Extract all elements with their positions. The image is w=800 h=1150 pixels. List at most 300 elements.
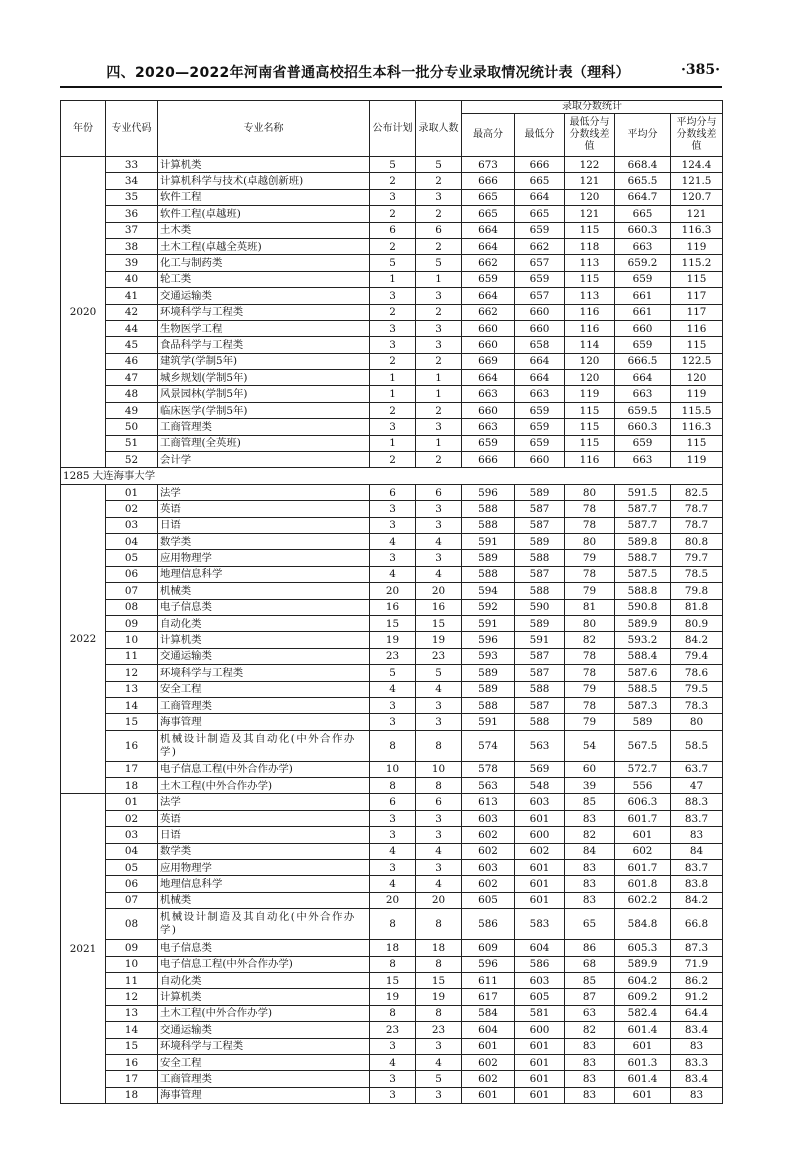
- max-cell: 664: [462, 370, 515, 386]
- code-cell: 49: [106, 402, 158, 418]
- code-cell: 42: [106, 304, 158, 320]
- table-row: [61, 550, 723, 566]
- min-diff-cell: 80: [565, 484, 615, 500]
- min-cell: 589: [515, 533, 565, 549]
- max-cell: 605: [462, 892, 515, 908]
- avg-cell: 663: [615, 452, 671, 468]
- avg-cell: 665: [615, 206, 671, 222]
- min-cell: 563: [515, 730, 565, 761]
- min-cell: 601: [515, 860, 565, 876]
- min-cell: 659: [515, 419, 565, 435]
- avg-diff-cell: 122.5: [671, 353, 723, 369]
- name-cell: 数学类: [158, 843, 370, 859]
- code-cell: 44: [106, 320, 158, 336]
- max-cell: 588: [462, 566, 515, 582]
- admitted-cell: 3: [416, 860, 462, 876]
- max-cell: 588: [462, 517, 515, 533]
- plan-cell: 8: [370, 956, 416, 972]
- plan-cell: 8: [370, 730, 416, 761]
- max-cell: 660: [462, 402, 515, 418]
- avg-diff-cell: 80: [671, 714, 723, 730]
- plan-cell: 4: [370, 1054, 416, 1070]
- code-cell: 09: [106, 940, 158, 956]
- code-cell: 51: [106, 435, 158, 451]
- max-cell: 563: [462, 778, 515, 794]
- code-cell: 16: [106, 730, 158, 761]
- admitted-cell: 15: [416, 972, 462, 988]
- avg-cell: 587.7: [615, 501, 671, 517]
- name-cell: 土木工程(中外合作办学): [158, 1005, 370, 1021]
- table-row: [61, 940, 723, 956]
- table-row: [61, 1087, 723, 1103]
- max-cell: 589: [462, 665, 515, 681]
- admitted-cell: 20: [416, 583, 462, 599]
- min-cell: 603: [515, 972, 565, 988]
- min-diff-cell: 80: [565, 615, 615, 631]
- min-diff-cell: 84: [565, 843, 615, 859]
- code-cell: 02: [106, 501, 158, 517]
- avg-cell: 659: [615, 271, 671, 287]
- table-row: [61, 337, 723, 353]
- min-diff-cell: 78: [565, 566, 615, 582]
- min-cell: 601: [515, 1054, 565, 1070]
- table-row: [61, 860, 723, 876]
- admitted-cell: 10: [416, 761, 462, 777]
- code-cell: 15: [106, 714, 158, 730]
- avg-cell: 664: [615, 370, 671, 386]
- code-header: 专业代码: [106, 101, 158, 157]
- min-diff-cell: 113: [565, 288, 615, 304]
- max-cell: 591: [462, 615, 515, 631]
- code-cell: 52: [106, 452, 158, 468]
- table-row: [61, 892, 723, 908]
- plan-cell: 3: [370, 860, 416, 876]
- min-cell: 665: [515, 206, 565, 222]
- name-cell: 电子信息类: [158, 599, 370, 615]
- table-header-row: [61, 101, 723, 114]
- avg-cell: 601.3: [615, 1054, 671, 1070]
- table-row: [61, 533, 723, 549]
- min-diff-cell: 83: [565, 876, 615, 892]
- plan-cell: 19: [370, 989, 416, 1005]
- plan-cell: 15: [370, 615, 416, 631]
- avg-cell: 589.9: [615, 615, 671, 631]
- min-diff-cell: 79: [565, 714, 615, 730]
- admitted-cell: 4: [416, 843, 462, 859]
- min-diff-cell: 115: [565, 402, 615, 418]
- table-row: [61, 370, 723, 386]
- min-diff-cell: 79: [565, 550, 615, 566]
- page-header: [60, 62, 720, 84]
- plan-cell: 6: [370, 222, 416, 238]
- min-cell: 660: [515, 452, 565, 468]
- min-diff-cell: 86: [565, 940, 615, 956]
- avg-cell: 660.3: [615, 222, 671, 238]
- min-diff-cell: 80: [565, 533, 615, 549]
- avg-cell: 587.6: [615, 665, 671, 681]
- table-row: [61, 271, 723, 287]
- score-stats-header: 录取分数统计: [462, 101, 723, 114]
- code-cell: 04: [106, 843, 158, 859]
- name-cell: 食品科学与工程类: [158, 337, 370, 353]
- code-cell: 16: [106, 1054, 158, 1070]
- name-cell: 土木类: [158, 222, 370, 238]
- min-cell: 601: [515, 1071, 565, 1087]
- max-cell: 602: [462, 1071, 515, 1087]
- min-diff-cell: 63: [565, 1005, 615, 1021]
- min-diff-cell: 78: [565, 648, 615, 664]
- table-row: [61, 810, 723, 826]
- avg-diff-cell: 78.7: [671, 517, 723, 533]
- code-cell: 35: [106, 189, 158, 205]
- avg-diff-cell: 117: [671, 288, 723, 304]
- name-cell: 环境科学与工程类: [158, 665, 370, 681]
- avg-cell: 584.8: [615, 909, 671, 940]
- min-diff-cell: 79: [565, 583, 615, 599]
- table-row: [61, 566, 723, 582]
- min-cell: 588: [515, 714, 565, 730]
- code-cell: 14: [106, 697, 158, 713]
- table-row: [61, 794, 723, 810]
- avg-cell: 587.7: [615, 517, 671, 533]
- max-cell: 601: [462, 1038, 515, 1054]
- admitted-cell: 1: [416, 435, 462, 451]
- avg-diff-cell: 115.5: [671, 402, 723, 418]
- avg-cell: 588.7: [615, 550, 671, 566]
- code-cell: 07: [106, 583, 158, 599]
- name-cell: 日语: [158, 517, 370, 533]
- min-diff-cell: 54: [565, 730, 615, 761]
- table-row: [61, 665, 723, 681]
- avg-diff-cell: 79.8: [671, 583, 723, 599]
- table-row: [61, 714, 723, 730]
- name-cell: 软件工程(卓越班): [158, 206, 370, 222]
- min-cell: 588: [515, 681, 565, 697]
- admitted-cell: 20: [416, 892, 462, 908]
- table-row: [61, 255, 723, 271]
- max-cell: 586: [462, 909, 515, 940]
- max-cell: 602: [462, 1054, 515, 1070]
- code-cell: 33: [106, 157, 158, 173]
- plan-cell: 2: [370, 238, 416, 254]
- max-cell: 666: [462, 173, 515, 189]
- code-cell: 37: [106, 222, 158, 238]
- admitted-cell: 5: [416, 665, 462, 681]
- min-cell: 663: [515, 386, 565, 402]
- admitted-cell: 23: [416, 1022, 462, 1038]
- max-cell: 593: [462, 648, 515, 664]
- avg-diff-cell: 83: [671, 827, 723, 843]
- min-diff-cell: 65: [565, 909, 615, 940]
- min-cell: 666: [515, 157, 565, 173]
- plan-cell: 5: [370, 665, 416, 681]
- name-cell: 计算机类: [158, 632, 370, 648]
- plan-cell: 23: [370, 1022, 416, 1038]
- max-cell: 601: [462, 1087, 515, 1103]
- code-cell: 17: [106, 1071, 158, 1087]
- avg-diff-cell: 83.4: [671, 1022, 723, 1038]
- min-diff-cell: 83: [565, 1087, 615, 1103]
- admitted-cell: 4: [416, 876, 462, 892]
- min-cell: 664: [515, 189, 565, 205]
- min-cell: 588: [515, 583, 565, 599]
- admitted-cell: 3: [416, 1087, 462, 1103]
- admitted-cell: 8: [416, 778, 462, 794]
- avg-cell: 663: [615, 386, 671, 402]
- table-row: [61, 206, 723, 222]
- plan-cell: 4: [370, 843, 416, 859]
- name-cell: 自动化类: [158, 615, 370, 631]
- min-cell: 589: [515, 615, 565, 631]
- table-row: [61, 157, 723, 173]
- plan-cell: 3: [370, 1071, 416, 1087]
- admitted-cell: 2: [416, 402, 462, 418]
- max-cell: 603: [462, 810, 515, 826]
- avg-cell: 660.3: [615, 419, 671, 435]
- code-cell: 38: [106, 238, 158, 254]
- avg-diff-cell: 64.4: [671, 1005, 723, 1021]
- avg-diff-cell: 83: [671, 1038, 723, 1054]
- avg-diff-cell: 79.7: [671, 550, 723, 566]
- code-cell: 10: [106, 632, 158, 648]
- max-cell: 659: [462, 435, 515, 451]
- table-row: [61, 386, 723, 402]
- avg-cell: 659.5: [615, 402, 671, 418]
- avg-diff-cell: 120: [671, 370, 723, 386]
- admitted-cell: 3: [416, 288, 462, 304]
- table-row: [61, 1071, 723, 1087]
- plan-cell: 4: [370, 876, 416, 892]
- max-cell: 663: [462, 419, 515, 435]
- min-cell: 659: [515, 402, 565, 418]
- plan-cell: 3: [370, 320, 416, 336]
- min-diff-cell: 83: [565, 810, 615, 826]
- table-row: [61, 452, 723, 468]
- name-cell: 交通运输类: [158, 288, 370, 304]
- admitted-cell: 4: [416, 681, 462, 697]
- min-cell: 659: [515, 435, 565, 451]
- name-header: 专业名称: [158, 101, 370, 157]
- min-cell: 605: [515, 989, 565, 1005]
- avg-diff-cell: 83: [671, 1087, 723, 1103]
- plan-cell: 23: [370, 648, 416, 664]
- admitted-cell: 23: [416, 648, 462, 664]
- name-cell: 应用物理学: [158, 550, 370, 566]
- admitted-cell: 1: [416, 271, 462, 287]
- min-cell: 657: [515, 288, 565, 304]
- min-diff-cell: 82: [565, 827, 615, 843]
- table-row: [61, 304, 723, 320]
- name-cell: 安全工程: [158, 681, 370, 697]
- avg-diff-cell: 83.3: [671, 1054, 723, 1070]
- table-row: [61, 501, 723, 517]
- admitted-cell: 15: [416, 615, 462, 631]
- name-cell: 安全工程: [158, 1054, 370, 1070]
- plan-cell: 6: [370, 794, 416, 810]
- plan-cell: 1: [370, 370, 416, 386]
- max-cell: 596: [462, 632, 515, 648]
- min-diff-header: 最低分与分数线差值: [565, 114, 615, 157]
- name-cell: 数学类: [158, 533, 370, 549]
- avg-diff-cell: 84.2: [671, 632, 723, 648]
- code-cell: 18: [106, 778, 158, 794]
- admitted-cell: 8: [416, 909, 462, 940]
- min-cell: 602: [515, 843, 565, 859]
- code-cell: 18: [106, 1087, 158, 1103]
- name-cell: 工商管理类: [158, 697, 370, 713]
- avg-diff-cell: 116: [671, 320, 723, 336]
- avg-diff-cell: 115: [671, 435, 723, 451]
- name-cell: 电子信息工程(中外合作办学): [158, 761, 370, 777]
- max-cell: 662: [462, 255, 515, 271]
- plan-cell: 3: [370, 288, 416, 304]
- avg-cell: 588.4: [615, 648, 671, 664]
- plan-cell: 3: [370, 501, 416, 517]
- min-diff-cell: 115: [565, 271, 615, 287]
- avg-diff-cell: 115: [671, 337, 723, 353]
- code-cell: 13: [106, 1005, 158, 1021]
- table-row: [61, 419, 723, 435]
- admitted-cell: 5: [416, 157, 462, 173]
- avg-cell: 567.5: [615, 730, 671, 761]
- avg-diff-cell: 81.8: [671, 599, 723, 615]
- min-diff-cell: 114: [565, 337, 615, 353]
- max-cell: 664: [462, 288, 515, 304]
- name-cell: 地理信息科学: [158, 876, 370, 892]
- admitted-cell: 4: [416, 533, 462, 549]
- admitted-cell: 3: [416, 827, 462, 843]
- code-cell: 01: [106, 484, 158, 500]
- avg-cell: 589.8: [615, 533, 671, 549]
- admitted-cell: 3: [416, 517, 462, 533]
- max-cell: 592: [462, 599, 515, 615]
- avg-cell: 659: [615, 435, 671, 451]
- plan-cell: 16: [370, 599, 416, 615]
- avg-cell: 604.2: [615, 972, 671, 988]
- plan-cell: 6: [370, 484, 416, 500]
- avg-cell: 660: [615, 320, 671, 336]
- code-cell: 05: [106, 550, 158, 566]
- plan-cell: 3: [370, 810, 416, 826]
- max-cell: 613: [462, 794, 515, 810]
- name-cell: 工商管理类: [158, 1071, 370, 1087]
- code-cell: 04: [106, 533, 158, 549]
- name-cell: 工商管理类: [158, 419, 370, 435]
- min-cell: 587: [515, 566, 565, 582]
- name-cell: 英语: [158, 810, 370, 826]
- table-row: [61, 1005, 723, 1021]
- min-cell: 587: [515, 665, 565, 681]
- plan-cell: 3: [370, 827, 416, 843]
- min-cell: 658: [515, 337, 565, 353]
- avg-cell: 601.4: [615, 1022, 671, 1038]
- avg-cell: 593.2: [615, 632, 671, 648]
- name-cell: 电子信息类: [158, 940, 370, 956]
- code-cell: 01: [106, 794, 158, 810]
- table-row: [61, 583, 723, 599]
- avg-cell: 661: [615, 304, 671, 320]
- avg-cell: 588.5: [615, 681, 671, 697]
- name-cell: 城乡规划(学制5年): [158, 370, 370, 386]
- name-cell: 地理信息科学: [158, 566, 370, 582]
- admitted-cell: 2: [416, 452, 462, 468]
- avg-diff-cell: 88.3: [671, 794, 723, 810]
- name-cell: 交通运输类: [158, 648, 370, 664]
- avg-diff-cell: 83.7: [671, 810, 723, 826]
- avg-cell: 666.5: [615, 353, 671, 369]
- min-cell: 665: [515, 173, 565, 189]
- avg-cell: 582.4: [615, 1005, 671, 1021]
- name-cell: 工商管理(全英班): [158, 435, 370, 451]
- admitted-cell: 5: [416, 255, 462, 271]
- code-cell: 03: [106, 517, 158, 533]
- admitted-cell: 1: [416, 370, 462, 386]
- name-cell: 计算机类: [158, 157, 370, 173]
- avg-cell: 587.5: [615, 566, 671, 582]
- avg-diff-cell: 78.6: [671, 665, 723, 681]
- avg-cell: 659.2: [615, 255, 671, 271]
- avg-diff-cell: 116.3: [671, 419, 723, 435]
- code-cell: 08: [106, 599, 158, 615]
- min-diff-cell: 113: [565, 255, 615, 271]
- avg-diff-cell: 84.2: [671, 892, 723, 908]
- year-cell: 2022: [61, 484, 106, 794]
- table-row: [61, 484, 723, 500]
- avg-cell: 590.8: [615, 599, 671, 615]
- name-cell: 风景园林(学制5年): [158, 386, 370, 402]
- avg-cell: 663: [615, 238, 671, 254]
- min-cell: 590: [515, 599, 565, 615]
- avg-cell: 661: [615, 288, 671, 304]
- plan-cell: 2: [370, 173, 416, 189]
- min-cell: 601: [515, 1038, 565, 1054]
- name-cell: 机械类: [158, 892, 370, 908]
- avg-diff-header: 平均分与分数线差值: [671, 114, 723, 157]
- admitted-cell: 3: [416, 189, 462, 205]
- name-cell: 应用物理学: [158, 860, 370, 876]
- min-cell: 600: [515, 1022, 565, 1038]
- avg-cell: 668.4: [615, 157, 671, 173]
- avg-diff-cell: 116.3: [671, 222, 723, 238]
- school-row: [61, 468, 723, 484]
- max-cell: 660: [462, 337, 515, 353]
- code-cell: 36: [106, 206, 158, 222]
- max-cell: 664: [462, 222, 515, 238]
- avg-diff-cell: 47: [671, 778, 723, 794]
- table-row: [61, 761, 723, 777]
- table-row: [61, 827, 723, 843]
- name-cell: 自动化类: [158, 972, 370, 988]
- code-cell: 09: [106, 615, 158, 631]
- plan-cell: 2: [370, 402, 416, 418]
- plan-cell: 8: [370, 778, 416, 794]
- min-diff-cell: 60: [565, 761, 615, 777]
- name-cell: 环境科学与工程类: [158, 1038, 370, 1054]
- table-row: [61, 778, 723, 794]
- max-cell: 664: [462, 238, 515, 254]
- name-cell: 建筑学(学制5年): [158, 353, 370, 369]
- min-cell: 659: [515, 222, 565, 238]
- name-cell: 土木工程(卓越全英班): [158, 238, 370, 254]
- max-cell: 673: [462, 157, 515, 173]
- code-cell: 40: [106, 271, 158, 287]
- avg-cell: 601: [615, 1087, 671, 1103]
- admitted-cell: 8: [416, 730, 462, 761]
- min-diff-cell: 121: [565, 173, 615, 189]
- min-diff-cell: 115: [565, 419, 615, 435]
- avg-cell: 588.8: [615, 583, 671, 599]
- admitted-cell: 2: [416, 173, 462, 189]
